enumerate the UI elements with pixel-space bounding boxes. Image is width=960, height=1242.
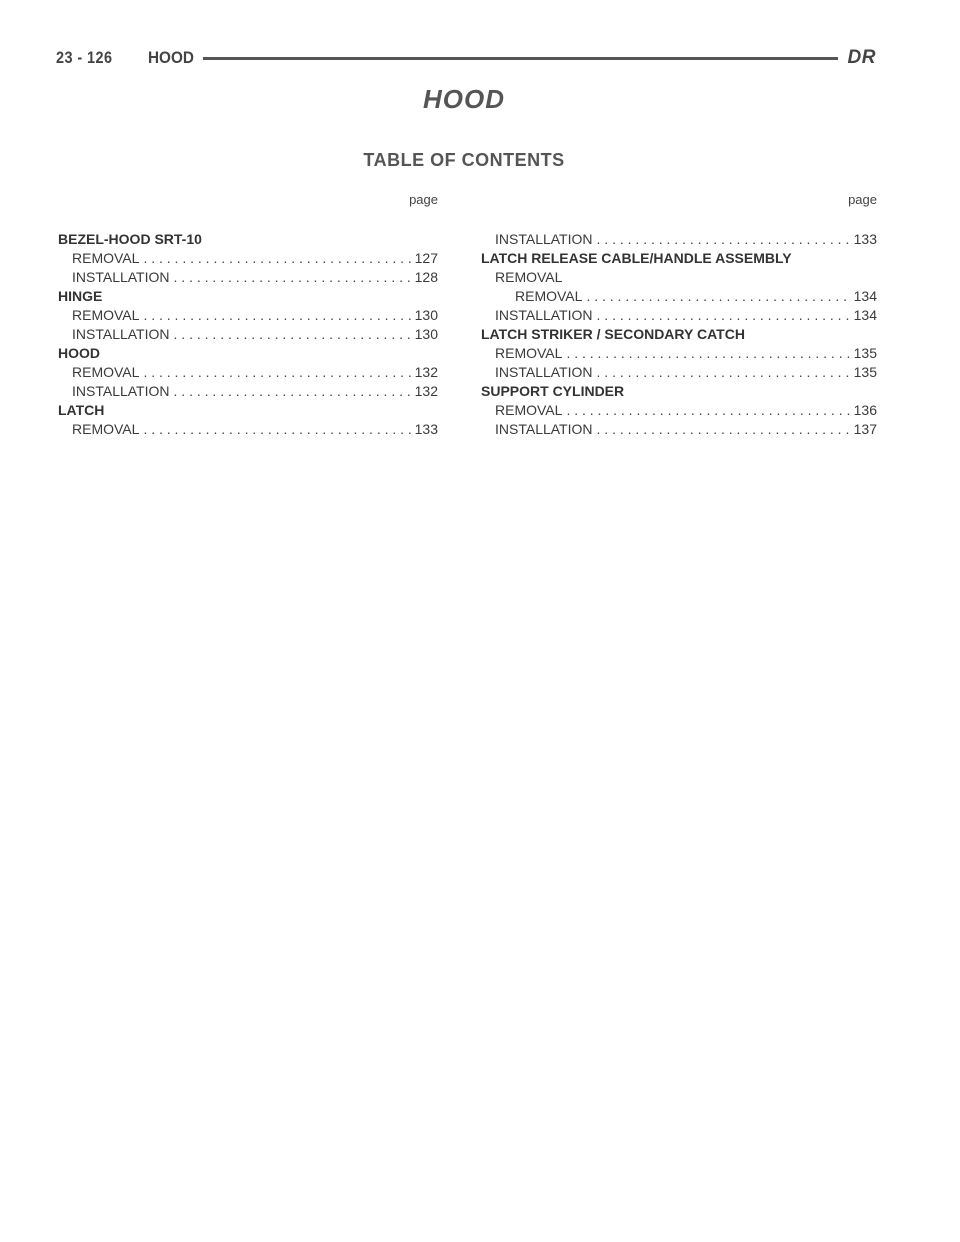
toc-title: TABLE OF CONTENTS	[363, 150, 565, 170]
toc-entry[interactable]	[58, 325, 438, 344]
toc-heading	[58, 287, 438, 306]
toc-entry-label: INSTALLATION	[495, 307, 593, 323]
toc-entry-label: REMOVAL	[72, 307, 140, 323]
toc-entry-label: REMOVAL	[495, 402, 563, 418]
toc-entry-label: INSTALLATION	[72, 326, 170, 342]
dot-leader	[597, 363, 850, 382]
toc-page-number: 135	[853, 364, 877, 380]
toc-entry[interactable]	[481, 363, 877, 382]
toc-page-number: 132	[414, 383, 438, 399]
toc-entry[interactable]	[58, 363, 438, 382]
toc-entry	[481, 268, 877, 287]
toc-left-column	[58, 190, 438, 439]
toc-entry-label: INSTALLATION	[72, 269, 170, 285]
toc-page-number: 134	[853, 288, 877, 304]
dot-leader	[586, 287, 849, 306]
toc-page-number: 137	[853, 421, 877, 437]
toc-entry[interactable]	[481, 344, 877, 363]
toc-entry[interactable]	[481, 230, 877, 249]
toc-page-number: 134	[853, 307, 877, 323]
toc-page-number: 133	[414, 421, 438, 437]
toc-entry-label: REMOVAL	[495, 269, 563, 285]
header-rule	[203, 57, 838, 60]
toc-entry[interactable]	[58, 268, 438, 287]
toc-entry[interactable]	[58, 420, 438, 439]
toc-entry-label: REMOVAL	[72, 364, 140, 380]
toc-right-entries	[481, 230, 877, 439]
toc-page-number: 128	[414, 269, 438, 285]
dot-leader	[174, 325, 411, 344]
toc-heading	[58, 401, 438, 420]
dot-leader	[597, 230, 850, 249]
toc-page-number: 135	[853, 345, 877, 361]
toc-entry-label: HINGE	[58, 288, 103, 304]
toc-entry-label: SUPPORT CYLINDER	[481, 383, 625, 399]
page-column-label: page	[848, 192, 877, 207]
toc-right-column	[481, 190, 877, 439]
toc-entry-label: LATCH STRIKER / SECONDARY CATCH	[481, 326, 745, 342]
page-column-label: page	[409, 192, 438, 207]
toc-page-number: 130	[414, 307, 438, 323]
toc-page-number: 127	[414, 250, 438, 266]
dot-leader	[597, 420, 850, 439]
document-title: HOOD	[423, 84, 505, 114]
toc-entry[interactable]	[58, 306, 438, 325]
toc-entry-label: REMOVAL	[495, 345, 563, 361]
toc-heading	[481, 325, 877, 344]
toc-entry-label: LATCH RELEASE CABLE/HANDLE ASSEMBLY	[481, 250, 792, 266]
toc-entry-label: LATCH	[58, 402, 105, 418]
toc-entry[interactable]	[58, 249, 438, 268]
toc-page-number: 132	[414, 364, 438, 380]
toc-entry-label: HOOD	[58, 345, 100, 361]
dot-leader	[143, 363, 410, 382]
dot-leader	[174, 268, 411, 287]
dot-leader	[566, 401, 849, 420]
dot-leader	[143, 306, 410, 325]
toc-heading	[58, 230, 438, 249]
toc-entry-label: REMOVAL	[72, 421, 140, 437]
toc-entry[interactable]	[481, 401, 877, 420]
dot-leader	[566, 344, 849, 363]
toc-page-number: 130	[414, 326, 438, 342]
toc-entry-label: INSTALLATION	[72, 383, 170, 399]
section-name: HOOD	[148, 48, 194, 67]
toc-entry[interactable]	[58, 382, 438, 401]
toc-entry-label: REMOVAL	[515, 288, 583, 304]
dot-leader	[143, 249, 410, 268]
toc-heading	[481, 249, 877, 268]
toc-entry-label: INSTALLATION	[495, 364, 593, 380]
toc-left-entries	[58, 230, 438, 439]
toc-entry-label: INSTALLATION	[495, 231, 593, 247]
toc-heading	[481, 382, 877, 401]
toc-page-number: 133	[853, 231, 877, 247]
page-number: 23 - 126	[56, 48, 113, 67]
dot-leader	[597, 306, 850, 325]
toc-entry[interactable]	[481, 287, 877, 306]
toc-entry-label: REMOVAL	[72, 250, 140, 266]
toc-entry[interactable]	[481, 420, 877, 439]
dot-leader	[174, 382, 411, 401]
model-code: DR	[847, 47, 876, 68]
running-header	[56, 44, 876, 72]
toc-entry-label: BEZEL-HOOD SRT-10	[58, 231, 202, 247]
toc-entry-label: INSTALLATION	[495, 421, 593, 437]
toc-page-number: 136	[853, 402, 877, 418]
dot-leader	[143, 420, 410, 439]
toc-entry[interactable]	[481, 306, 877, 325]
toc-heading	[58, 344, 438, 363]
